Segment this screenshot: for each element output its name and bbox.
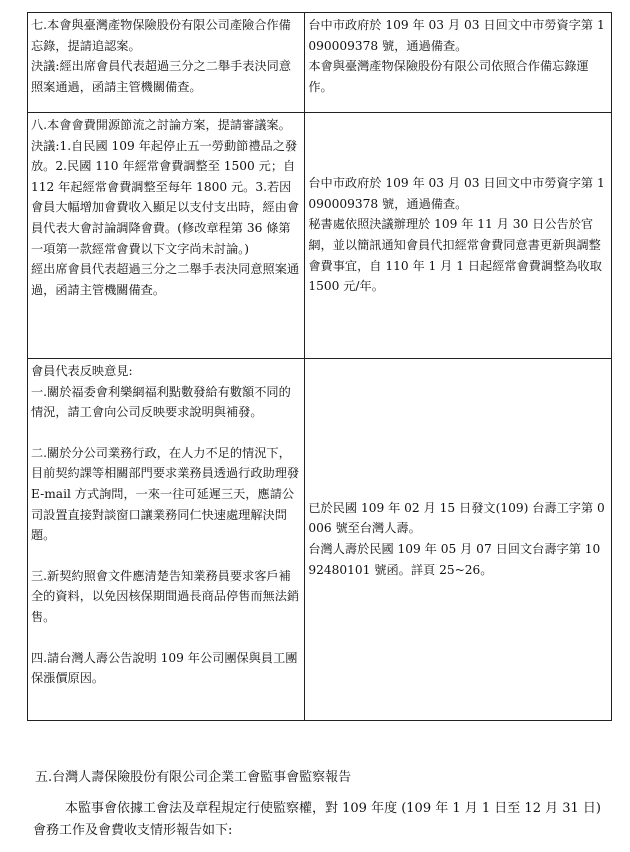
followup-text: 秘書處依照決議辦理於 109 年 11 月 30 日公告於官網，並以簡訊通知會員代扣經常會費同意書更新與調整會費事宜，自 110 年 1 月 1 日起經常會費調整為收取 1500 元/年。 — [308, 217, 602, 294]
opinion-item: 四.請台灣人壽公告說明 109 年公司團保與員工團保漲價原因。 — [31, 650, 298, 686]
proposal-title: 八.本會會費開源節流之討論方案，提請審議案。 — [31, 118, 291, 132]
followup-cell — [305, 113, 612, 359]
table-row — [28, 113, 612, 359]
opinions-heading: 會員代表反映意見: — [31, 364, 133, 378]
resolution-text: 經出席會員代表超過三分之二舉手表決同意照案通過，函請主管機關備查。 — [31, 262, 300, 297]
followup-cell — [305, 359, 612, 721]
table-row — [28, 359, 612, 721]
resolution-table — [27, 12, 612, 721]
followup-text: 台中市政府於 109 年 03 月 03 日回文中市勞資字第 1090009378 號，通過備查。 — [308, 18, 605, 53]
resolution-text: 決議:經出席會員代表超過三分之二舉手表決同意照案通過，函請主管機關備查。 — [31, 59, 292, 94]
report-paragraph: 本監事會依據工會法及章程規定行使監察權，對 109 年度 (109 年 1 月 1 日至 12 月 31 日) 會務工作及會費收支情形報告如下: — [33, 801, 601, 838]
section-heading: 五.台灣人壽保險股份有限公司企業工會監事會監察報告 — [35, 770, 352, 785]
followup-text: 本會與臺灣產物保險股份有限公司依照合作備忘錄運作。 — [308, 59, 589, 94]
proposal-cell — [28, 359, 305, 721]
resolution-text: 決議:1.自民國 109 年起停止五一勞動節禮品之發放。2.民國 110 年經常會費調整至 1500 元；自 112 年起經常會費調整至每年 1800 元。3.若因會員大幅增加會費收入顯足以支付支出時，經由會員代表大會討論調降會費。(修改章程第 36 條第一項第一款經常會費以下文字尚未討論。) — [31, 138, 300, 256]
opinion-item: 三.新契約照會文件應清楚告知業務員要求客戶補全的資料，以免因核保期間過長商品停售而無法銷售。 — [31, 568, 300, 624]
opinion-item: 二.關於分公司業務行政，在人力不足的情況下，目前契約課等相關部門要求業務員透過行政助理發 E-mail 方式詢問，一來一往可延遲三天，應請公司設置直接對談窗口讓業務同仁快速處理解決問題。 — [31, 445, 300, 543]
proposal-cell — [28, 13, 305, 113]
table-row — [28, 13, 612, 113]
followup-text: 台中市政府於 109 年 03 月 03 日回文中市勞資字第 1090009378 號，通過備查。 — [308, 176, 605, 211]
opinion-item: 一.關於福委會利樂網福利點數發給有數額不同的情況，請工會向公司反映要求說明與補發。 — [31, 384, 291, 420]
proposal-title: 七.本會與臺灣產物保險股份有限公司產險合作備忘錄，提請追認案。 — [31, 18, 291, 53]
followup-text: 台灣人壽於民國 109 年 05 月 07 日回文台壽字第 1092480101 號函。詳頁 25~26。 — [308, 542, 601, 577]
followup-text: 已於民國 109 年 02 月 15 日發文(109) 台壽工字第 0006 號至台灣人壽。 — [308, 500, 605, 536]
followup-cell — [305, 13, 612, 113]
proposal-cell — [28, 113, 305, 359]
